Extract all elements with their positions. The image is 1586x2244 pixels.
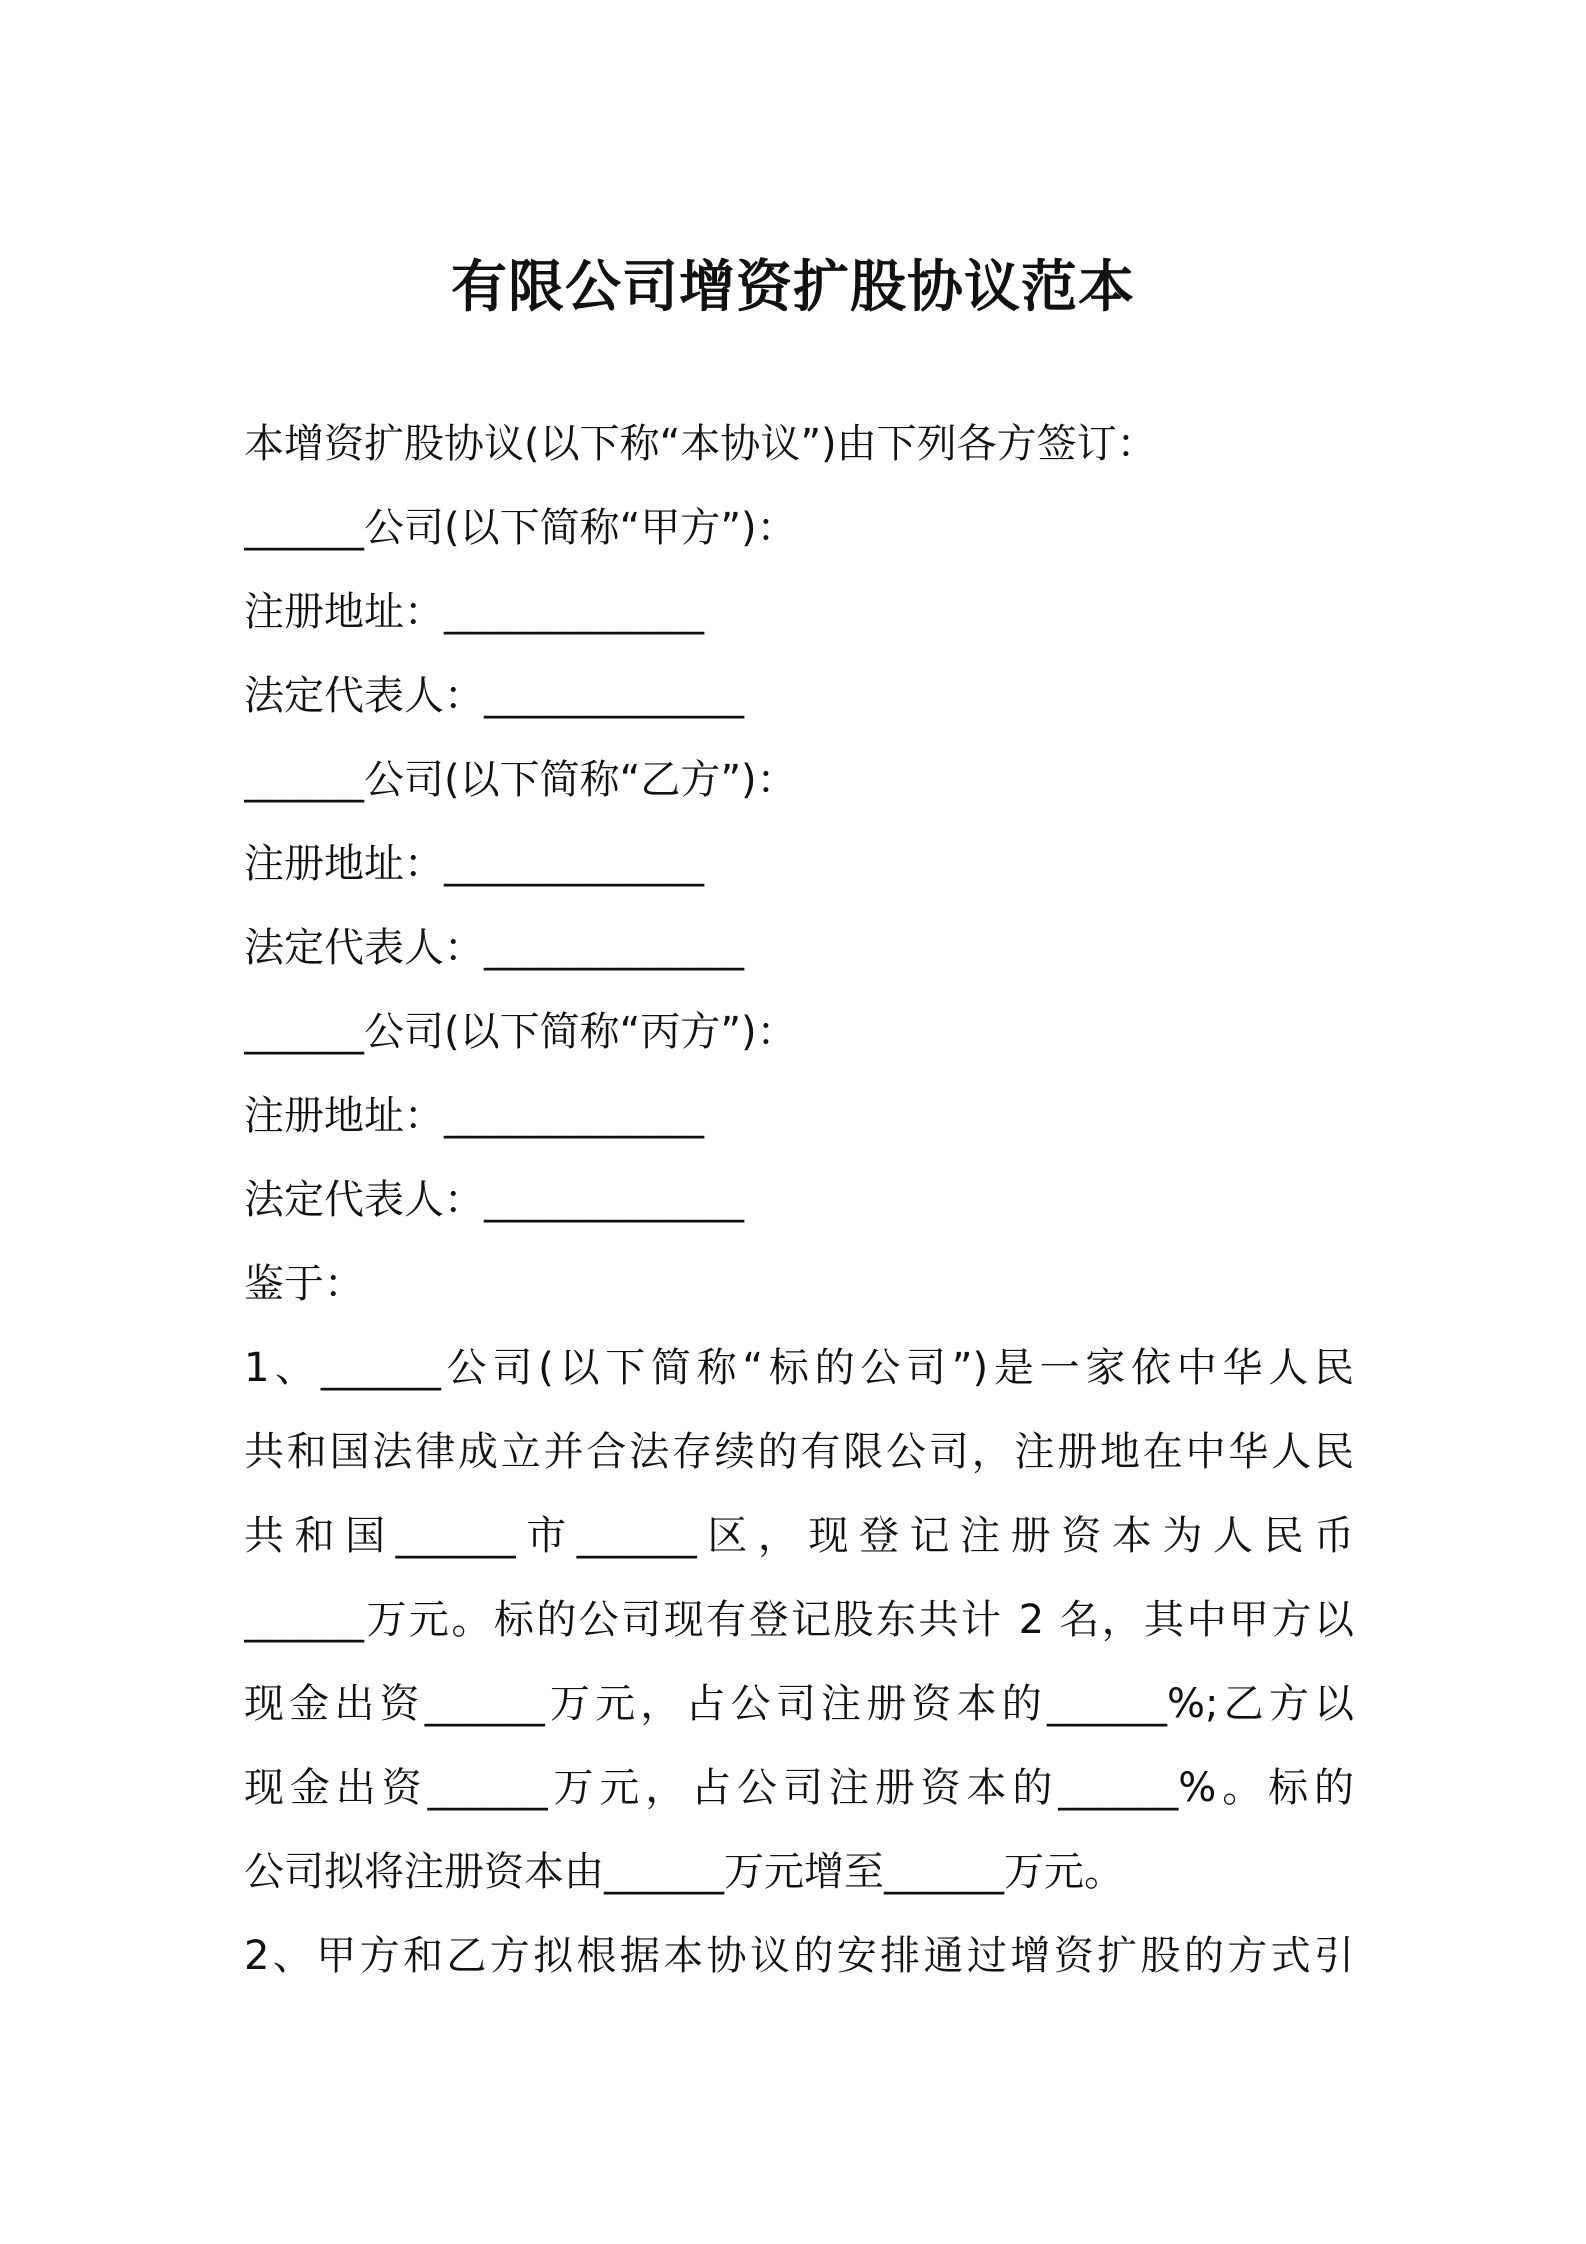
- party-b-name-line: ______公司(以下简称“乙方”)：: [244, 757, 797, 803]
- party-b-representative-line: 法定代表人：_____________: [244, 925, 744, 971]
- clause-1-line-5: 现金出资______万元，占公司注册资本的______%;乙方以: [244, 1681, 1354, 1727]
- party-c-name-line: ______公司(以下简称“丙方”)：: [244, 1009, 797, 1055]
- clause-1-line-6: 现金出资______万元，占公司注册资本的______%。标的: [244, 1765, 1354, 1811]
- clause-1-line-3: 共和国______市______区，现登记注册资本为人民币: [244, 1513, 1354, 1559]
- party-a-name-line: ______公司(以下简称“甲方”)：: [244, 505, 797, 551]
- party-b-address-line: 注册地址：_____________: [244, 841, 704, 887]
- intro-line: 本增资扩股协议(以下称“本协议”)由下列各方签订：: [244, 421, 1157, 467]
- clause-1-line-1: 1、______公司(以下简称“标的公司”)是一家依中华人民: [244, 1345, 1354, 1391]
- party-a-address-line: 注册地址：_____________: [244, 589, 704, 635]
- party-c-address-line: 注册地址：_____________: [244, 1093, 704, 1139]
- clause-1-line-7: 公司拟将注册资本由______万元增至______万元。: [244, 1849, 1124, 1895]
- party-a-representative-line: 法定代表人：_____________: [244, 673, 744, 719]
- whereas-heading: 鉴于：: [244, 1261, 364, 1307]
- clause-1-line-2: 共和国法律成立并合法存续的有限公司，注册地在中华人民: [244, 1429, 1354, 1475]
- clause-1-line-4: ______万元。标的公司现有登记股东共计 2 名，其中甲方以: [244, 1597, 1354, 1643]
- party-c-representative-line: 法定代表人：_____________: [244, 1177, 744, 1223]
- document-title: 有限公司增资扩股协议范本: [451, 255, 1135, 320]
- document-body: [244, 402, 1354, 1998]
- clause-2-line-1: 2、甲方和乙方拟根据本协议的安排通过增资扩股的方式引: [244, 1933, 1354, 1979]
